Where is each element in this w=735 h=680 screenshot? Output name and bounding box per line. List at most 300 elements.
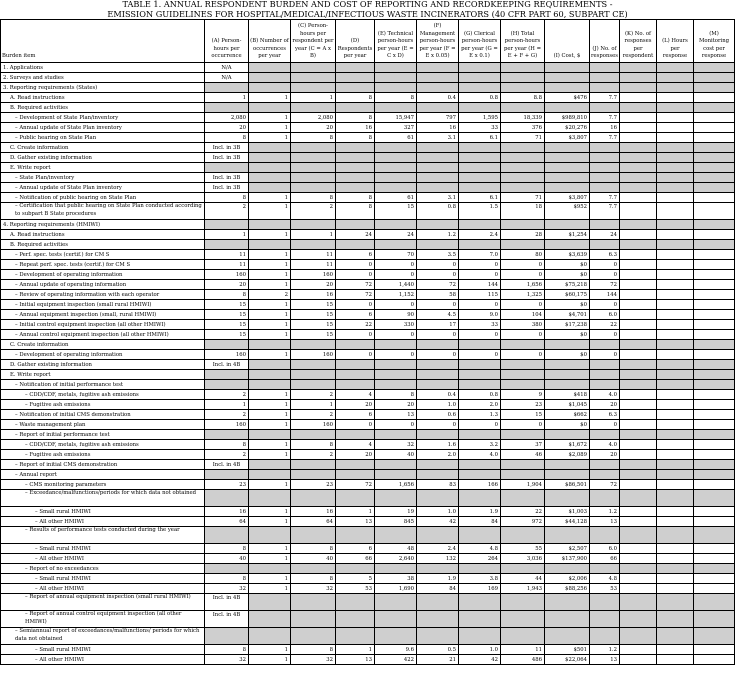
- table-cell: 15: [291, 300, 336, 310]
- table-cell: 160: [205, 350, 249, 360]
- table-row: [1, 143, 735, 153]
- table-cell: 33: [459, 123, 501, 133]
- row-label: 1. Applications: [1, 63, 205, 73]
- table-cell: [205, 527, 249, 544]
- table-cell: [336, 83, 375, 93]
- table-cell: [336, 628, 375, 645]
- table-cell: [459, 611, 501, 628]
- table-cell: 20: [590, 400, 620, 410]
- table-cell: [590, 103, 620, 113]
- table-cell: 32: [205, 584, 249, 594]
- column-header: (K) No. of responses per respondent: [620, 20, 657, 63]
- table-cell: [657, 83, 694, 93]
- table-cell: [657, 300, 694, 310]
- table-cell: 22: [501, 507, 545, 517]
- row-label: – Waste management plan: [1, 420, 205, 430]
- table-row: [1, 380, 735, 390]
- row-label: – Certification that public hearing on State Plan conducted according to subpart B State procedures: [1, 203, 205, 220]
- table-cell: [545, 490, 590, 507]
- table-cell: [336, 163, 375, 173]
- table-cell: [459, 73, 501, 83]
- table-cell: 84: [417, 584, 459, 594]
- table-cell: [620, 645, 657, 655]
- table-cell: [694, 123, 735, 133]
- table-row: [1, 230, 735, 240]
- table-cell: 7.7: [590, 133, 620, 143]
- table-cell: [620, 340, 657, 350]
- table-row: [1, 123, 735, 133]
- table-cell: 5: [336, 574, 375, 584]
- table-cell: [459, 163, 501, 173]
- table-cell: [657, 340, 694, 350]
- table-cell: [459, 470, 501, 480]
- table-cell: 0: [459, 260, 501, 270]
- table-cell: [657, 527, 694, 544]
- row-label: – Development of State Plan/inventory: [1, 113, 205, 123]
- table-cell: [417, 340, 459, 350]
- table-cell: 0.5: [417, 645, 459, 655]
- table-cell: [336, 240, 375, 250]
- table-cell: 1.9: [459, 507, 501, 517]
- table-row: [1, 420, 735, 430]
- table-cell: 72: [590, 280, 620, 290]
- table-cell: [545, 73, 590, 83]
- table-cell: 3.1: [417, 193, 459, 203]
- table-cell: [657, 470, 694, 480]
- table-cell: [657, 628, 694, 645]
- table-cell: $75,218: [545, 280, 590, 290]
- table-cell: [249, 460, 291, 470]
- table-cell: 20: [291, 280, 336, 290]
- table-cell: [375, 183, 417, 193]
- table-cell: [694, 310, 735, 320]
- table-cell: [459, 103, 501, 113]
- table-cell: 71: [501, 133, 545, 143]
- table-cell: [657, 230, 694, 240]
- table-cell: [657, 73, 694, 83]
- table-cell: [336, 143, 375, 153]
- table-cell: [590, 183, 620, 193]
- table-cell: [205, 103, 249, 113]
- row-label: – Notification of public hearing on State Plan: [1, 193, 205, 203]
- table-cell: [501, 220, 545, 230]
- table-cell: [620, 460, 657, 470]
- table-cell: [694, 380, 735, 390]
- table-cell: [417, 83, 459, 93]
- table-cell: 0: [375, 350, 417, 360]
- table-cell: 7.0: [459, 250, 501, 260]
- table-cell: [545, 611, 590, 628]
- table-cell: 24: [336, 230, 375, 240]
- table-cell: 1: [249, 280, 291, 290]
- table-cell: $2,507: [545, 544, 590, 554]
- table-cell: [501, 143, 545, 153]
- table-cell: 1: [205, 230, 249, 240]
- table-cell: [375, 490, 417, 507]
- table-cell: 1,440: [375, 280, 417, 290]
- table-cell: [694, 73, 735, 83]
- table-cell: 1: [249, 645, 291, 655]
- table-cell: 422: [375, 655, 417, 665]
- table-row: [1, 655, 735, 665]
- row-label: – Annual update of State Plan inventory: [1, 123, 205, 133]
- table-cell: 1.9: [417, 574, 459, 584]
- table-cell: $501: [545, 645, 590, 655]
- table-cell: 17: [417, 320, 459, 330]
- table-cell: 20: [205, 123, 249, 133]
- table-cell: 15: [291, 320, 336, 330]
- table-cell: [620, 63, 657, 73]
- table-cell: [694, 340, 735, 350]
- row-label: A. Read instructions: [1, 93, 205, 103]
- table-cell: [620, 230, 657, 240]
- table-cell: 486: [501, 655, 545, 665]
- table-cell: [694, 544, 735, 554]
- table-cell: 15: [205, 330, 249, 340]
- table-cell: [694, 554, 735, 564]
- table-cell: [694, 173, 735, 183]
- table-cell: N/A: [205, 73, 249, 83]
- table-cell: [501, 163, 545, 173]
- table-row: [1, 611, 735, 628]
- table-cell: [590, 83, 620, 93]
- table-cell: 8: [336, 93, 375, 103]
- table-cell: [545, 594, 590, 611]
- table-cell: [620, 370, 657, 380]
- table-cell: [336, 173, 375, 183]
- table-cell: 1,656: [375, 480, 417, 490]
- table-cell: 64: [291, 517, 336, 527]
- table-cell: [657, 310, 694, 320]
- table-cell: 1,656: [501, 280, 545, 290]
- table-cell: 380: [501, 320, 545, 330]
- table-cell: 11: [205, 250, 249, 260]
- table-cell: [249, 173, 291, 183]
- table-cell: 8: [336, 203, 375, 220]
- table-cell: [620, 173, 657, 183]
- table-cell: 40: [291, 554, 336, 564]
- table-cell: 15: [291, 330, 336, 340]
- table-cell: [590, 527, 620, 544]
- table-cell: Incl. in 4B: [205, 460, 249, 470]
- table-cell: [291, 163, 336, 173]
- table-cell: [249, 73, 291, 83]
- table-cell: [694, 260, 735, 270]
- table-cell: 376: [501, 123, 545, 133]
- table-cell: [657, 645, 694, 655]
- table-cell: [620, 390, 657, 400]
- column-header: (M) Monitoring cost per response: [694, 20, 735, 63]
- table-cell: 1: [249, 203, 291, 220]
- table-cell: $2,006: [545, 574, 590, 584]
- table-cell: 2: [291, 203, 336, 220]
- table-cell: 0: [590, 350, 620, 360]
- table-cell: [620, 440, 657, 450]
- table-cell: [291, 240, 336, 250]
- table-cell: 1: [249, 310, 291, 320]
- table-cell: [375, 611, 417, 628]
- table-cell: [249, 340, 291, 350]
- table-cell: [620, 544, 657, 554]
- table-title-line2: EMISSION GUIDELINES FOR HOSPITAL/MEDICAL/INFECTIOUS WASTE INCINERATORS (40 CFR PART 60, SUBPART CE): [107, 8, 628, 19]
- table-cell: [620, 410, 657, 420]
- table-cell: [375, 173, 417, 183]
- table-cell: [694, 628, 735, 645]
- table-cell: 1: [205, 93, 249, 103]
- table-cell: [694, 410, 735, 420]
- table-cell: 8: [205, 133, 249, 143]
- table-cell: [590, 594, 620, 611]
- table-cell: [694, 183, 735, 193]
- table-cell: 16: [205, 507, 249, 517]
- table-cell: [694, 594, 735, 611]
- table-cell: 0: [336, 300, 375, 310]
- table-cell: 8: [375, 93, 417, 103]
- table-cell: 0.8: [459, 390, 501, 400]
- table-cell: 9: [501, 390, 545, 400]
- table-cell: [694, 645, 735, 655]
- table-cell: [620, 527, 657, 544]
- table-cell: [501, 103, 545, 113]
- table-cell: [336, 220, 375, 230]
- table-cell: 2: [291, 390, 336, 400]
- table-cell: Incl. in 4B: [205, 594, 249, 611]
- table-cell: [336, 564, 375, 574]
- table-cell: [501, 240, 545, 250]
- table-cell: 1.6: [417, 440, 459, 450]
- row-label: – Public hearing on State Plan: [1, 133, 205, 143]
- table-cell: [694, 611, 735, 628]
- table-cell: 8.8: [501, 93, 545, 103]
- row-label: – Initial equipment inspection (small rural HMIWI): [1, 300, 205, 310]
- row-label: 2. Surveys and studies: [1, 73, 205, 83]
- table-cell: [459, 143, 501, 153]
- table-cell: [417, 163, 459, 173]
- table-cell: 0: [501, 330, 545, 340]
- table-cell: [620, 330, 657, 340]
- table-cell: 9.6: [375, 645, 417, 655]
- table-cell: [545, 83, 590, 93]
- table-cell: [620, 574, 657, 584]
- table-cell: 72: [590, 480, 620, 490]
- table-cell: [590, 460, 620, 470]
- table-cell: [459, 240, 501, 250]
- table-cell: [694, 103, 735, 113]
- table-cell: [620, 430, 657, 440]
- table-cell: [417, 153, 459, 163]
- table-cell: 1: [249, 400, 291, 410]
- table-cell: 1,943: [501, 584, 545, 594]
- table-cell: [545, 103, 590, 113]
- table-cell: [336, 380, 375, 390]
- column-header: (E) Technical person-hours per year (E = C x D): [375, 20, 417, 63]
- table-cell: [657, 611, 694, 628]
- table-cell: 13: [336, 655, 375, 665]
- table-cell: [249, 490, 291, 507]
- table-cell: [417, 594, 459, 611]
- column-header: (I) Cost, $: [545, 20, 590, 63]
- table-cell: [657, 290, 694, 300]
- table-row: [1, 320, 735, 330]
- table-cell: [545, 470, 590, 480]
- table-cell: $3,807: [545, 133, 590, 143]
- table-cell: 16: [336, 123, 375, 133]
- table-cell: 55: [501, 544, 545, 554]
- table-cell: 0: [590, 260, 620, 270]
- table-cell: [620, 380, 657, 390]
- table-cell: 2: [205, 390, 249, 400]
- row-label: – Annual update of State Plan inventory: [1, 183, 205, 193]
- table-cell: [620, 290, 657, 300]
- table-cell: [205, 340, 249, 350]
- table-cell: 0: [417, 350, 459, 360]
- table-cell: 24: [590, 230, 620, 240]
- table-cell: 0.4: [417, 390, 459, 400]
- table-cell: [459, 360, 501, 370]
- table-cell: [694, 480, 735, 490]
- table-row: [1, 270, 735, 280]
- table-cell: [459, 628, 501, 645]
- table-cell: 1: [249, 270, 291, 280]
- table-cell: [657, 320, 694, 330]
- table-cell: [459, 594, 501, 611]
- table-cell: [417, 460, 459, 470]
- table-cell: $20,276: [545, 123, 590, 133]
- table-cell: [545, 153, 590, 163]
- table-cell: [590, 173, 620, 183]
- table-cell: 0: [459, 420, 501, 430]
- table-cell: [657, 554, 694, 564]
- table-cell: [501, 527, 545, 544]
- table-cell: [291, 153, 336, 163]
- table-cell: [694, 113, 735, 123]
- table-cell: [590, 63, 620, 73]
- row-label: – Report of initial performance test: [1, 430, 205, 440]
- table-cell: 13: [590, 517, 620, 527]
- table-cell: 169: [459, 584, 501, 594]
- table-cell: 1: [336, 507, 375, 517]
- table-cell: [657, 143, 694, 153]
- table-cell: [336, 360, 375, 370]
- table-cell: [694, 527, 735, 544]
- table-cell: [501, 173, 545, 183]
- table-cell: 7.7: [590, 93, 620, 103]
- table-cell: 1,595: [459, 113, 501, 123]
- table-cell: 1: [249, 260, 291, 270]
- table-cell: [657, 490, 694, 507]
- table-cell: [459, 564, 501, 574]
- row-label: – Small rural HMIWI: [1, 507, 205, 517]
- table-cell: 1,325: [501, 290, 545, 300]
- table-cell: 71: [501, 193, 545, 203]
- table-cell: [620, 193, 657, 203]
- table-cell: [417, 430, 459, 440]
- table-cell: 0: [336, 420, 375, 430]
- table-cell: [545, 460, 590, 470]
- table-row: [1, 470, 735, 480]
- table-cell: [459, 370, 501, 380]
- table-cell: 46: [501, 450, 545, 460]
- table-cell: 1: [249, 133, 291, 143]
- table-cell: 1: [249, 440, 291, 450]
- header-row: [1, 20, 735, 63]
- table-cell: [657, 440, 694, 450]
- table-cell: [657, 564, 694, 574]
- table-cell: 38: [375, 574, 417, 584]
- table-row: [1, 628, 735, 645]
- table-row: [1, 645, 735, 655]
- table-cell: 40: [205, 554, 249, 564]
- table-row: [1, 564, 735, 574]
- table-cell: [620, 611, 657, 628]
- table-cell: Incl. in 3B: [205, 143, 249, 153]
- table-cell: $86,501: [545, 480, 590, 490]
- table-cell: 8: [205, 440, 249, 450]
- table-cell: $0: [545, 270, 590, 280]
- table-row: [1, 93, 735, 103]
- table-cell: [590, 564, 620, 574]
- table-cell: $952: [545, 203, 590, 220]
- table-cell: $0: [545, 260, 590, 270]
- table-cell: [657, 350, 694, 360]
- table-cell: 0: [375, 270, 417, 280]
- table-cell: [620, 517, 657, 527]
- table-cell: 0: [417, 420, 459, 430]
- table-cell: 972: [501, 517, 545, 527]
- table-row: [1, 220, 735, 230]
- table-cell: [249, 470, 291, 480]
- table-cell: 72: [336, 280, 375, 290]
- table-row: [1, 544, 735, 554]
- row-label: C. Create information: [1, 143, 205, 153]
- table-cell: [694, 440, 735, 450]
- table-cell: [501, 183, 545, 193]
- table-cell: 0: [459, 350, 501, 360]
- table-cell: 20: [375, 400, 417, 410]
- table-cell: 2: [291, 450, 336, 460]
- table-cell: [694, 330, 735, 340]
- table-cell: [336, 73, 375, 83]
- table-cell: [620, 300, 657, 310]
- table-cell: [417, 628, 459, 645]
- table-cell: [459, 380, 501, 390]
- table-cell: 58: [417, 290, 459, 300]
- table-row: [1, 113, 735, 123]
- table-cell: $22,064: [545, 655, 590, 665]
- table-cell: [249, 527, 291, 544]
- table-cell: [375, 163, 417, 173]
- table-cell: 8: [336, 113, 375, 123]
- table-cell: 160: [291, 270, 336, 280]
- column-header: (F) Management person-hours per year (F = E x 0.05): [417, 20, 459, 63]
- table-cell: 0: [375, 260, 417, 270]
- table-cell: [336, 153, 375, 163]
- table-row: [1, 430, 735, 440]
- table-cell: [620, 420, 657, 430]
- row-label: A. Read instructions: [1, 230, 205, 240]
- table-cell: 6: [336, 544, 375, 554]
- table-cell: 1: [249, 250, 291, 260]
- table-cell: 11: [291, 260, 336, 270]
- table-cell: 2: [291, 410, 336, 420]
- table-cell: [620, 507, 657, 517]
- table-cell: 160: [291, 420, 336, 430]
- row-label: – All other HMIWI: [1, 517, 205, 527]
- table-cell: [291, 73, 336, 83]
- table-row: [1, 360, 735, 370]
- table-cell: 1: [291, 400, 336, 410]
- table-cell: [545, 173, 590, 183]
